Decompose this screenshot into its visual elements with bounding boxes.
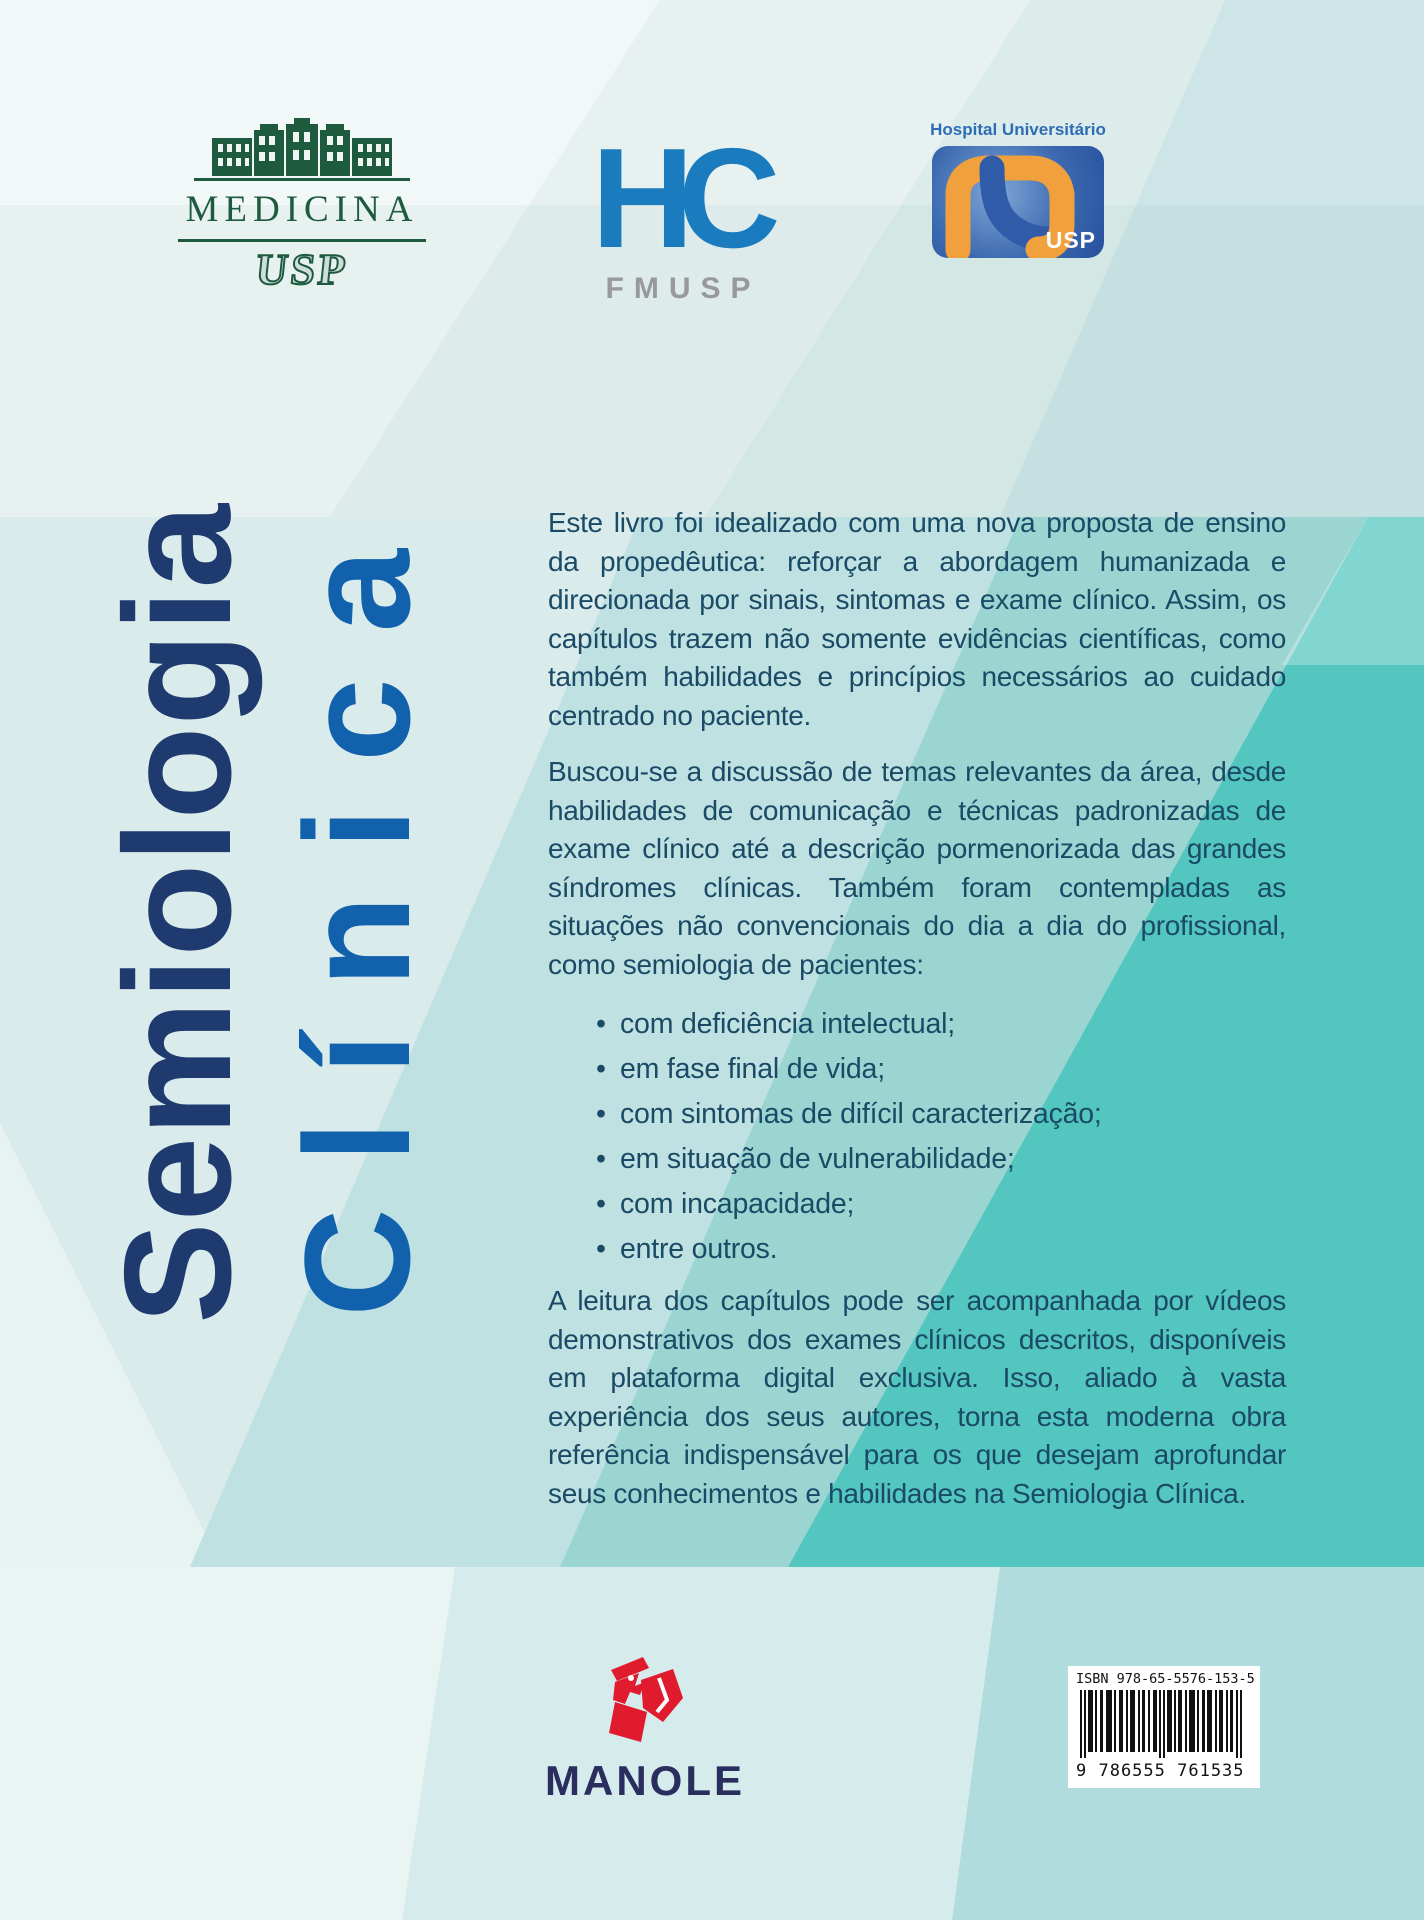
title-clinica: Clínica — [273, 503, 441, 1317]
bullet-icon: • — [596, 1053, 606, 1085]
list-item — [548, 1227, 1286, 1272]
list-item — [548, 1047, 1286, 1092]
bullet-icon: • — [596, 1233, 606, 1265]
medicina-building-icon — [194, 118, 410, 182]
medicina-wordmark: MEDICINA — [185, 189, 419, 230]
isbn-digits: 9 786555 761535 — [1076, 1761, 1245, 1781]
list-item-label: com incapacidade; — [620, 1188, 855, 1220]
isbn-label: ISBN 978-65-5576-153-5 — [1076, 1671, 1255, 1687]
patient-types-list — [548, 1002, 1286, 1272]
hu-usp-label: USP — [1045, 227, 1096, 253]
paragraph-2: Buscou-se a discussão de temas relevantes da área, desde habilidades de comunicação e técnicas padronizadas de exame clínico até a descrição pormenorizada das grandes síndromes clínicas. Também foram contempladas as situações não convencionais do dia a dia do profissional, como semiologia de pacientes: — [548, 756, 1286, 980]
fmusp-wordmark: FMUSP — [605, 272, 761, 305]
bullet-icon: • — [596, 1143, 606, 1175]
list-item-label: em situação de vulnerabilidade; — [620, 1143, 1015, 1175]
medicina-usp-outline-wordmark: USP — [253, 245, 351, 294]
hu-logo-box — [932, 146, 1104, 258]
paragraph-3: A leitura dos capítulos pode ser acompanhada por vídeos demonstrativos dos exames clínicos descritos, disponíveis em plataforma digital exclusiva. Isso, aliado à vasta experiência dos seus autores, torna esta moderna obra referência indispensável para os que desejam aprofundar seus conhecimentos e habilidades na Semiologia Clínica. — [548, 1285, 1286, 1509]
list-item-label: em fase final de vida; — [620, 1053, 885, 1085]
manole-logo — [520, 1648, 770, 1805]
isbn-block — [1068, 1666, 1260, 1788]
list-item — [548, 1092, 1286, 1137]
hc-wordmark: HC — [591, 119, 765, 278]
title-semiologia: Semiologia — [93, 503, 263, 1324]
bullet-icon: • — [596, 1008, 606, 1040]
medicina-usp-logo — [168, 118, 436, 292]
list-item — [548, 1182, 1286, 1227]
list-item — [548, 1137, 1286, 1182]
barcode — [1078, 1690, 1250, 1758]
manole-wordmark: MANOLE — [545, 1757, 745, 1804]
bullet-icon: • — [596, 1098, 606, 1130]
manole-reader-icon — [597, 1648, 693, 1744]
hc-fmusp-logo — [578, 119, 788, 306]
list-item-label: com sintomas de difícil caracterização; — [620, 1098, 1102, 1130]
medicina-rule — [178, 239, 426, 242]
hospital-universitario-logo — [928, 120, 1108, 258]
bullet-icon: • — [596, 1188, 606, 1220]
hospital-universitario-label: Hospital Universitário — [930, 120, 1106, 139]
list-item-label: entre outros. — [620, 1233, 778, 1265]
list-item — [548, 1002, 1286, 1047]
list-item-label: com deficiência intelectual; — [620, 1008, 955, 1040]
back-cover-text — [548, 504, 1286, 1531]
paragraph-1: Este livro foi idealizado com uma nova proposta de ensino da propedêutica: reforçar a abordagem humanizada e direcionada por sinais, sintomas e exame clínico. Assim, os capítulos trazem não somente evidências científicas, como também habilidades e princípios necessários ao cuidado centrado no paciente. — [548, 507, 1286, 731]
